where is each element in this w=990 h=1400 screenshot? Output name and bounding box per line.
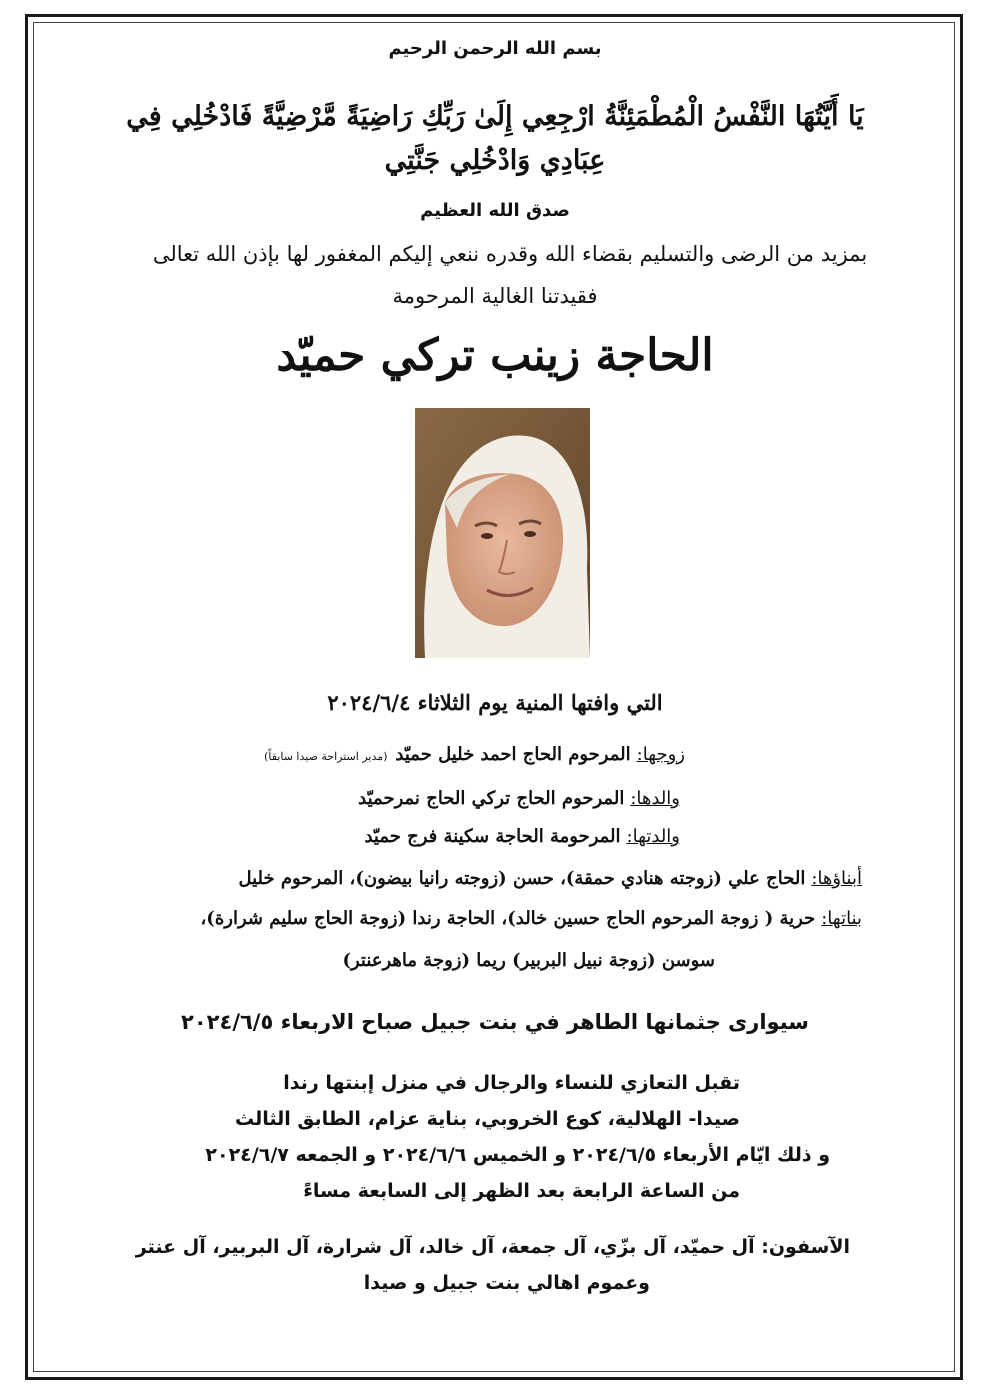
relative-husband (264, 744, 685, 765)
portrait-image (415, 408, 590, 658)
relative-label: والدتها: (626, 826, 680, 847)
mourners-line-2: وعموم اهالي بنت جبيل و صيدا (363, 1272, 650, 1294)
mourners-line-1: الآسفون: آل حميّد، آل بزّي، آل جمعة، آل خالد، آل شرارة، آل البربير، آل عنتر (135, 1236, 850, 1258)
condolence-line-1: تقبل التعازي للنساء والرجال في منزل إبنتها رندا (283, 1072, 740, 1094)
deceased-photo (415, 408, 590, 658)
quran-verse: يَا أَيَّتُهَا النَّفْسُ الْمُطْمَئِنَّةُ ارْجِعِي إِلَىٰ رَبِّكِ رَاضِيَةً مَّرْضِيَّةً فَادْخُلِي فِي عِبَادِي وَادْخُلِي جَنَّتِي (126, 101, 864, 176)
relative-daughters-cont: سوسن (زوجة نبيل البربير) ريما (زوجة ماهرعنتر) (342, 950, 715, 971)
announcement-intro: بمزيد من الرضى والتسليم بقضاء الله وقدره ننعي إليكم المغفور لها بإذن الله تعالى (152, 242, 868, 266)
relative-mother (364, 826, 680, 847)
relative-label: زوجها: (636, 744, 685, 765)
sadaq-line: صدق الله العظيم (420, 200, 570, 221)
burial-line: سيوارى جثمانها الطاهر في بنت جبيل صباح الاربعاء ٢٠٢٤/٦/٥ (181, 1010, 809, 1034)
relative-label: أبناؤها: (811, 868, 862, 889)
relative-value: المرحوم الحاج تركي الحاج نمرحميّد (358, 788, 625, 809)
death-date-line: التي وافتها المنية يوم الثلاثاء ٢٠٢٤/٦/٤ (327, 690, 663, 715)
deceased-name: الحاجة زينب تركي حميّد (276, 330, 714, 381)
announcement-intro-2: فقيدتنا الغالية المرحومة (392, 284, 598, 308)
relative-value: حرية ( زوجة المرحوم الحاج حسين خالد)، الحاجة رندا (زوجة الحاج سليم شرارة)، (200, 908, 816, 929)
relative-note: (مدير استراحة صيدا سابقاً) (264, 750, 388, 763)
condolence-line-3: و ذلك ايّام الأربعاء ٢٠٢٤/٦/٥ و الخميس ٢٠٢٤/٦/٦ و الجمعه ٢٠٢٤/٦/٧ (205, 1144, 830, 1166)
condolence-line-4: من الساعة الرابعة بعد الظهر إلى السابعة مساءً (303, 1180, 740, 1202)
condolence-line-2: صيدا- الهلالية، كوع الخروبي، بناية عزام، الطابق الثالث (235, 1108, 740, 1130)
relative-sons (238, 868, 862, 889)
relative-daughters (201, 908, 863, 929)
relative-father (358, 788, 680, 809)
basmala: بسم الله الرحمن الرحيم (388, 38, 602, 59)
relative-value: المرحومة الحاجة سكينة فرج حميّد (364, 826, 621, 847)
relative-label: بناتها: (821, 908, 862, 929)
relative-label: والدها: (630, 788, 680, 809)
relative-value: الحاج علي (زوجته هنادي حمقة)، حسن (زوجته رانيا بيضون)، المرحوم خليل (238, 868, 806, 889)
relative-value: المرحوم الحاج احمد خليل حميّد (395, 744, 631, 765)
